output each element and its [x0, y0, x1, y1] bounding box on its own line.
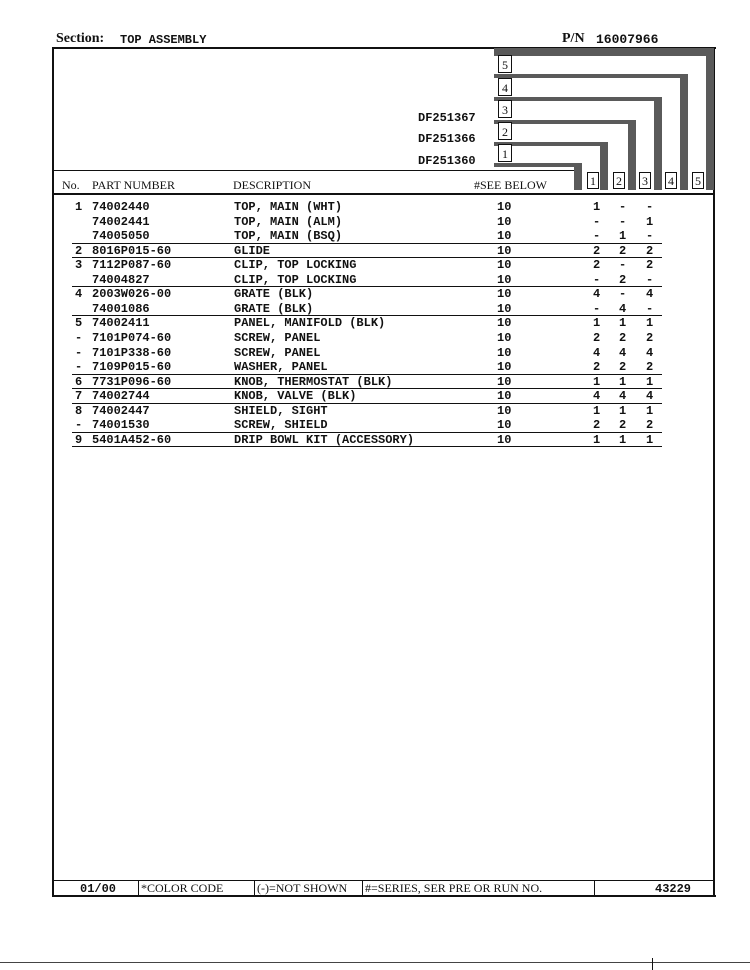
row-part-number: 74002440: [92, 200, 150, 214]
footer-series-note: #=SERIES, SER PRE OR RUN NO.: [365, 881, 543, 895]
model-number: DF251366: [418, 132, 476, 146]
row-see-below: 10: [497, 316, 512, 331]
row-part-number: 5401A452-60: [92, 432, 172, 447]
row-qty-col-1: 2: [593, 360, 601, 375]
row-part-number: 74002447: [92, 403, 150, 418]
row-part-number: 7101P338-60: [92, 345, 172, 360]
row-qty-col-3: 2: [646, 258, 654, 273]
row-part-number: 74005050: [92, 229, 150, 244]
row-part-number: 74001530: [92, 418, 150, 433]
row-qty-col-1: 2: [593, 330, 601, 345]
part-number-label: P/N: [562, 31, 585, 46]
row-qty-col-3: 1: [646, 403, 654, 418]
row-qty-col-1: 1: [593, 316, 601, 331]
scan-edge-line: [0, 962, 750, 963]
row-see-below: 10: [497, 345, 512, 360]
series-5-shade-top: [494, 48, 714, 56]
row-separator: [72, 446, 662, 447]
row-description: TOP, MAIN (WHT): [234, 200, 343, 214]
qty-column-header: 3: [639, 172, 651, 189]
series-5-shade-vertical: [706, 48, 714, 190]
row-qty-col-1: 2: [593, 243, 601, 258]
footer-divider: [254, 880, 255, 896]
row-description: DRIP BOWL KIT (ACCESSORY): [234, 432, 415, 447]
row-item-number: 8: [75, 403, 83, 418]
row-see-below: 10: [497, 418, 512, 433]
series-1-shade-vertical: [600, 142, 608, 190]
row-qty-col-1: 1: [593, 374, 601, 389]
series-box-3: 3: [498, 100, 512, 118]
model-number: DF251360: [418, 154, 476, 168]
column-header-description: DESCRIPTION: [233, 178, 312, 192]
qty-column-header: 4: [665, 172, 677, 189]
column-header-part-number: PART NUMBER: [92, 178, 175, 192]
footer-color-code: *COLOR CODE: [141, 881, 224, 895]
row-part-number: 2003W026-00: [92, 287, 172, 302]
row-qty-col-1: -: [593, 272, 601, 287]
row-item-number: 2: [75, 243, 83, 258]
row-qty-col-1: 2: [593, 258, 601, 273]
footer-divider: [138, 880, 139, 896]
row-item-number: 6: [75, 374, 83, 389]
row-item-number: -: [75, 418, 83, 433]
frame-left-border: [52, 47, 54, 897]
row-description: KNOB, THERMOSTAT (BLK): [234, 374, 393, 389]
row-see-below: 10: [497, 243, 512, 258]
row-qty-col-2: 1: [619, 403, 627, 418]
series-3-shade-top: [494, 97, 662, 101]
row-qty-col-1: 1: [593, 403, 601, 418]
row-qty-col-3: 2: [646, 330, 654, 345]
row-see-below: 10: [497, 360, 512, 375]
row-description: SCREW, PANEL: [234, 345, 321, 360]
row-qty-col-3: -: [646, 200, 654, 214]
row-part-number: 7112P087-60: [92, 258, 172, 273]
row-qty-col-2: 2: [619, 418, 627, 433]
row-qty-col-1: -: [593, 301, 601, 316]
row-item-number: 1: [75, 200, 83, 214]
series-2-shade-top: [494, 120, 636, 124]
row-item-number: 7: [75, 389, 83, 404]
row-description: GRATE (BLK): [234, 301, 314, 316]
qty-column-header: 1: [587, 172, 599, 189]
series-4-shade-vertical: [680, 74, 688, 190]
row-description: WASHER, PANEL: [234, 360, 328, 375]
row-qty-col-3: 2: [646, 360, 654, 375]
row-part-number: 74002411: [92, 316, 150, 331]
series-box-2: 2: [498, 122, 512, 140]
row-item-number: 3: [75, 258, 83, 273]
footer-divider: [362, 880, 363, 896]
row-qty-col-2: 1: [619, 374, 627, 389]
row-part-number: 8016P015-60: [92, 243, 172, 258]
row-qty-col-3: 4: [646, 389, 654, 404]
row-part-number: 74002744: [92, 389, 150, 404]
header-divider: [52, 170, 574, 171]
row-qty-col-3: -: [646, 272, 654, 287]
series-base-shade: [494, 163, 580, 167]
row-part-number: 74001086: [92, 301, 150, 316]
row-see-below: 10: [497, 301, 512, 316]
row-see-below: 10: [497, 214, 512, 229]
series-2-shade-vertical: [628, 120, 636, 190]
row-see-below: 10: [497, 432, 512, 447]
row-description: TOP, MAIN (BSQ): [234, 229, 343, 244]
row-part-number: 7731P096-60: [92, 374, 172, 389]
row-qty-col-3: 1: [646, 316, 654, 331]
row-see-below: 10: [497, 374, 512, 389]
row-item-number: -: [75, 330, 83, 345]
row-description: KNOB, VALVE (BLK): [234, 389, 357, 404]
column-header-see-below: #SEE BELOW: [474, 178, 547, 192]
row-qty-col-1: 4: [593, 389, 601, 404]
row-part-number: 7101P074-60: [92, 330, 172, 345]
row-see-below: 10: [497, 258, 512, 273]
series-4-shade-top: [494, 74, 686, 78]
row-qty-col-3: 4: [646, 345, 654, 360]
row-qty-col-1: -: [593, 229, 601, 244]
row-see-below: 10: [497, 287, 512, 302]
row-qty-col-1: 1: [593, 200, 601, 214]
row-qty-col-3: 2: [646, 418, 654, 433]
row-see-below: 10: [497, 403, 512, 418]
series-base-shade-vertical: [574, 163, 582, 190]
row-qty-col-2: 4: [619, 301, 627, 316]
row-qty-col-2: 4: [619, 389, 627, 404]
row-qty-col-2: 1: [619, 316, 627, 331]
row-part-number: 74004827: [92, 272, 150, 287]
row-description: SCREW, SHIELD: [234, 418, 328, 433]
row-part-number: 7109P015-60: [92, 360, 172, 375]
row-qty-col-2: -: [619, 200, 627, 214]
row-see-below: 10: [497, 229, 512, 244]
row-item-number: 4: [75, 287, 83, 302]
row-qty-col-2: 1: [619, 432, 627, 447]
footer-date: 01/00: [80, 882, 117, 896]
part-number-value: 16007966: [596, 32, 659, 47]
row-item-number: -: [75, 360, 83, 375]
row-qty-col-3: 2: [646, 243, 654, 258]
row-see-below: 10: [497, 389, 512, 404]
row-qty-col-3: -: [646, 301, 654, 316]
row-separator: [72, 403, 662, 404]
row-item-number: 5: [75, 316, 83, 331]
row-qty-col-2: 1: [619, 229, 627, 244]
row-see-below: 10: [497, 272, 512, 287]
row-item-number: -: [75, 345, 83, 360]
row-item-number: 9: [75, 432, 83, 447]
row-qty-col-3: -: [646, 229, 654, 244]
header-bottom-rule: [52, 193, 714, 195]
row-qty-col-2: -: [619, 287, 627, 302]
section-label: Section:: [56, 31, 105, 46]
row-qty-col-3: 1: [646, 374, 654, 389]
row-qty-col-2: -: [619, 214, 627, 229]
row-description: SHIELD, SIGHT: [234, 403, 328, 418]
footer-page-number: 43229: [655, 882, 692, 896]
footer-not-shown: (-)=NOT SHOWN: [257, 881, 348, 895]
model-number: DF251367: [418, 111, 476, 125]
row-description: GRATE (BLK): [234, 287, 314, 302]
qty-column-header: 2: [613, 172, 625, 189]
row-description: CLIP, TOP LOCKING: [234, 272, 357, 287]
footer-divider: [594, 880, 595, 896]
row-qty-col-3: 1: [646, 432, 654, 447]
row-description: PANEL, MANIFOLD (BLK): [234, 316, 386, 331]
row-qty-col-1: -: [593, 214, 601, 229]
column-header-no: No.: [62, 178, 80, 192]
row-see-below: 10: [497, 330, 512, 345]
row-description: SCREW, PANEL: [234, 330, 321, 345]
series-box-4: 4: [498, 78, 512, 96]
row-qty-col-3: 4: [646, 287, 654, 302]
row-description: CLIP, TOP LOCKING: [234, 258, 357, 273]
series-box-1: 1: [498, 144, 512, 162]
row-qty-col-2: 2: [619, 243, 627, 258]
row-qty-col-2: -: [619, 258, 627, 273]
series-box-5: 5: [498, 55, 512, 73]
row-qty-col-1: 1: [593, 432, 601, 447]
row-qty-col-2: 4: [619, 345, 627, 360]
qty-column-header: 5: [692, 172, 704, 189]
row-description: GLIDE: [234, 243, 271, 258]
row-part-number: 74002441: [92, 214, 150, 229]
row-qty-col-2: 2: [619, 330, 627, 345]
row-qty-col-1: 2: [593, 418, 601, 433]
row-qty-col-2: 2: [619, 360, 627, 375]
series-3-shade-vertical: [654, 97, 662, 190]
row-qty-col-2: 2: [619, 272, 627, 287]
row-qty-col-1: 4: [593, 345, 601, 360]
row-qty-col-3: 1: [646, 214, 654, 229]
row-qty-col-1: 4: [593, 287, 601, 302]
section-title: TOP ASSEMBLY: [120, 33, 207, 47]
row-see-below: 10: [497, 200, 512, 214]
scan-edge-tick: [652, 958, 653, 970]
row-description: TOP, MAIN (ALM): [234, 214, 343, 229]
row-separator: [72, 388, 662, 389]
